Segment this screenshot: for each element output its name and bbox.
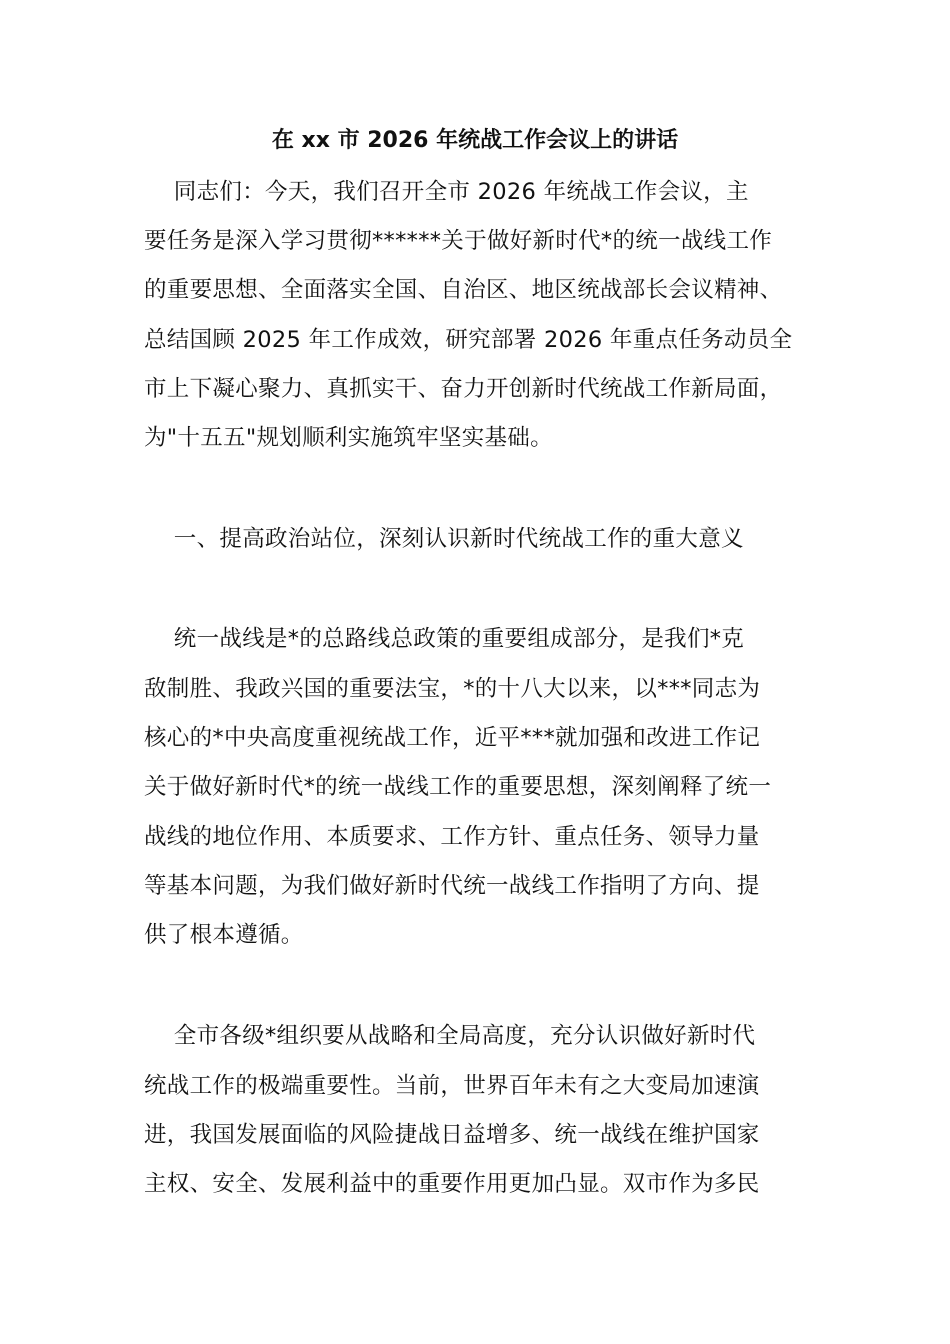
paragraph-1-line-2: 要任务是深入学习贯彻******关于做好新时代*的统一战线工作 bbox=[144, 228, 773, 254]
paragraph-3-line-3: 进，我国发展面临的风险捷战日益增多、统一战线在维护国家 bbox=[144, 1122, 760, 1148]
paragraph-1-line-1: 同志们：今天，我们召开全市 2026 年统战工作会议，主 bbox=[144, 179, 749, 205]
paragraph-2-line-2: 敌制胜、我政兴国的重要法宝，*的十八大以来，以***同志为 bbox=[144, 676, 761, 702]
paragraph-1-line-3: 的重要思想、全面落实全国、自治区、地区统战部长会议精神、 bbox=[144, 277, 783, 303]
paragraph-2-line-1: 统一战线是*的总路线总政策的重要组成部分，是我们*克 bbox=[144, 626, 745, 652]
paragraph-1-line-4: 总结国顾 2025 年工作成效，研究部署 2026 年重点任务动员全 bbox=[144, 327, 793, 353]
paragraph-2-line-3: 核心的*中央高度重视统战工作，近平***就加强和改进工作记 bbox=[144, 725, 761, 751]
document-title: 在 xx 市 2026 年统战工作会议上的讲话 bbox=[271, 128, 679, 153]
paragraph-1-line-6: 为"十五五"规划顺利实施筑牢坚实基础。 bbox=[144, 425, 553, 451]
paragraph-1-line-5: 市上下凝心聚力、真抓实干、奋力开创新时代统战工作新局面， bbox=[144, 376, 783, 402]
paragraph-2-line-7: 供了根本遵循。 bbox=[144, 922, 304, 948]
paragraph-3-line-1: 全市各级*组织要从战略和全局高度，充分认识做好新时代 bbox=[144, 1023, 756, 1049]
section-heading-1: 一、提高政治站位，深刻认识新时代统战工作的重大意义 bbox=[144, 526, 744, 552]
paragraph-2-line-4: 关于做好新时代*的统一战线工作的重要思想，深刻阐释了统一 bbox=[144, 774, 772, 800]
paragraph-3-line-2: 统战工作的极端重要性。当前，世界百年未有之大变局加速演 bbox=[144, 1073, 760, 1099]
paragraph-2-line-5: 战线的地位作用、本质要求、工作方针、重点任务、领导力量 bbox=[144, 824, 760, 850]
paragraph-2-line-6: 等基本问题，为我们做好新时代统一战线工作指明了方向、提 bbox=[144, 873, 760, 899]
paragraph-3-line-4: 主权、安全、发展利益中的重要作用更加凸显。双市作为多民 bbox=[144, 1171, 760, 1197]
